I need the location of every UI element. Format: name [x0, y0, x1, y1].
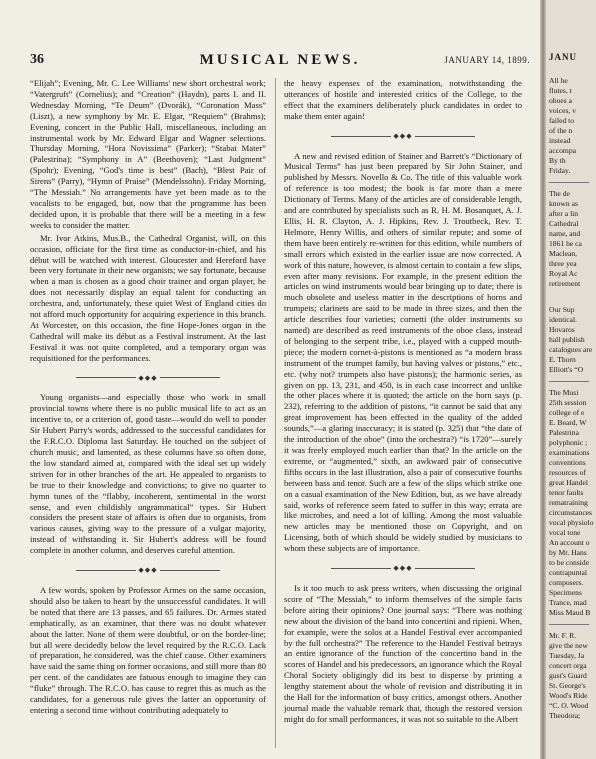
adjacent-page-fragment — [546, 0, 596, 759]
fragment-line: Royal Ac — [549, 269, 578, 278]
fragment-line: Trance, mad — [549, 598, 587, 607]
fragment-line: after a lin — [549, 209, 579, 218]
fragment-line: gust's Guard — [549, 671, 587, 680]
fragment-line: voices, v — [549, 106, 576, 115]
fragment-line: 25th session — [549, 398, 587, 407]
section-divider: ◆◆◆ — [284, 563, 522, 574]
fragment-line: tenor faults — [549, 488, 584, 497]
page-number: 36 — [30, 52, 44, 67]
fragment-line: great Handel — [549, 478, 589, 487]
fragment-line: Mr. F. R. — [549, 631, 577, 640]
fragment-line: St. George's — [549, 681, 586, 690]
fragment-line: The Musi — [549, 388, 579, 397]
issue-date: JANUARY 14, 1899. — [444, 55, 530, 65]
fragment-line: Miss Maud B — [549, 608, 591, 617]
fragment-line: Maclean, — [549, 249, 578, 258]
fragment-line: 1861 he ca — [549, 239, 582, 248]
fragment-line: vocal physiolo — [549, 518, 594, 527]
fragment-line: Palestrina — [549, 428, 579, 437]
fragment-block — [546, 76, 596, 176]
fragment-line: An account o — [549, 538, 590, 547]
article-paragraph: A few words, spoken by Professor Armes on the same occasion, should also be taken to heart by the unsuccessful candidates. It will be noted that there are 13 passes, and 65 failures. Dr. Armes stated emphatically, as an examiner, that there was no doubt whatever about the latter. None of them were doubtful, or on the border-line; but all were decidedly below the level required by the R.C.O. Lack of preparation, he considered, was the chief cause. Other examiners have said the same thing on former occasions, and still more than 80 per cent. of the candidates are fatuous enough to imagine they can “fluke” through. The R.C.O. has cause to regret this as much as the candidates, for a generous rule gives the latter an opportunity of entering a second time without contributing adequately to — [30, 584, 266, 715]
fragment-line: All he — [549, 76, 568, 85]
article-paragraph: A new and revised edition of Stainer and Barrett's “Dictionary of Musical Terms” has just been prepared by Sir John Stainer, and published by Messrs. Novello & Co. The title of this valuable work of reference is too modest; the book is far more than a mere Dictionary of Terms. Many of the articles are of considerable length, and are contributed by specialists such as R. H. M. Bosanquet, A. J. Ellis, H. R. Clayton, A. J. Hipkins, Rev. J. Troutbeck, Rev. T. Helmore, Henry Willis, and others of similar repute; and some of them have been entirely re-written for this edition, while numbers of small errors which existed in the earlier issue are now corrected. A work of this nature, however, is almost certain to contain a few slips, even after many revisions. For example, in the present edition the articles on wind instruments would bear bringing up to date; there is much obsolete and useless matter in the descriptions of horns and trumpets; clarinets are said to be made in three sizes, and then the article describes four varieties; cornetti (the older instruments so named) are described as reed instruments of the oboe class, instead of belonging to the serpent tribe, i.e., played with a cupped mouth-piece; the modern cornet-à-pistons is mentioned as “a modern brass instrument of the trumpet family, but having valves or pistons,” etc., etc. (why not? trumpets also have pistons); the harmonic series, as given on pp. 13, 231, and 450, is in each case incorrect and unlike the other places where it is quoted; the article on the horn says (p. 232), referring to the addition of pistons, “it cannot be said that any great improvement has been effected in the quality of the added sounds,”—a glaring inaccuracy; it is stated (p. 325) that “the date of the introduction of the oboe” (into the orchestra?) “is 1720”—surely it was freely employed much earlier than that? In the article on the extreme, or “augmented,” sixth, an awkward pair of consecutive fifths occurs in the last illustration, also a pair of consecutive fourths between bass and tenor. Such are a few of the slips which strike one on a casual examination of the New Edition, but, as we have already said, works of reference seem fated to suffer in this way; errata are like microbes, and need a lot of killing. Among the most valuable new articles may be mentioned those on Copyright, and on Licensing, both of which should be widely studied by musicians to whom these subjects are of importance. — [284, 150, 522, 554]
fragment-line: Friday. — [549, 166, 571, 175]
fragment-line: accompa — [549, 146, 576, 155]
fragment-line: Theodora; — [549, 711, 581, 720]
article-paragraph: Is it too much to ask press writers, when discussing the original score of “The Messiah,” to inform themselves of the simple facts before airing their opinions? One journal says: “There was nothing new about the division of the band into concertini and ripieni. When, for example, were the solos at a Handel Festival ever accompanied by the full orchestra?” The reference to the Handel Festival betrays an entire ignorance of the function of the concertino band in the scores of Handel and his predecessors, an ignorance which the Royal Choral Society obligingly did its best to disperse by printing a lengthy statement about the whole of revision and distributing it in the Hall for the information of busy critics, amongst others. Another journal made the valuable remark that, though the restored version might do for small performances, it was not so suitable to the Albert — [284, 582, 522, 724]
fragment-line: by Mr. Hans — [549, 548, 587, 557]
fragment-line: flutes, t — [549, 86, 572, 95]
fragment-line: three yea — [549, 259, 577, 268]
article-paragraph: Young organists—and especially those who work in small provincial towns where there is no public musical life to act as an incentive to, or a criterion of, good taste—would do well to ponder Sir Hubert Parry's words, addressed to the successful candidates for the F.R.C.O. Diploma last Saturday. He touched on the subject of church music, and lamented, as these columns have so often done, the low standard aimed at, compared with the ideal set up widely striven for in other branches of the art. He appealed to organists to be true to their knowledge and convictions; to give no quarter to hymn tunes of the “flabby, incoherent, sentimental in the worst sense, and even childishly ungrammatical” types. Sir Hubert considers the present state of affairs is often due to organists, from various causes, giving way to the pressure of a vulgar majority, instead of withstanding it. Sir Hubert's address will be found complete in another column, and deserves careful attention. — [30, 392, 266, 556]
fragment-line: hall publish — [549, 335, 585, 344]
fragment-line: of the n — [549, 126, 573, 135]
fragment-line: Cathedral — [549, 219, 579, 228]
section-divider: ◆◆◆ — [284, 131, 522, 142]
article-paragraph: the heavy expenses of the examination, notwithstanding the utterances of hostile and interested critics of the College, to the effect that the examiners deliberately pluck candidates in order to make them enter again! — [284, 78, 522, 121]
fragment-line: conventions — [549, 458, 586, 467]
fragment-block — [546, 305, 596, 375]
fragment-line: polyphonic ; — [549, 438, 588, 447]
fragment-line: The de — [549, 189, 570, 198]
fragment-block — [546, 388, 596, 618]
fragment-line: give the new — [549, 641, 588, 650]
fragment-line: Wood's Ride — [549, 691, 588, 700]
right-column — [284, 78, 522, 748]
section-divider: ◆◆◆ — [30, 565, 266, 576]
fragment-block — [546, 631, 596, 721]
article-paragraph: “Elijah”; Evening, Mr. C. Lee Williams' new short orchestral work; “Vatergruft” (Cornelius); and “Creation” (Haydn), parts I. and II. Wednesday Morning, “Te Deum” (Dvorák), “Coronation Mass” (Liszt), a new symphony by Mr. E. Elgar, “Requiem” (Brahms); Evening, concert in the Public Hall, miscellaneous, including an instrumental work by Mr. Edward Elgar and Wagner selections. Thursday Morning, “Hora Novissima” (Parker); “Stabat Mater” (Palestrina); “Symphony in A” (Beethoven); “Last Judgment” (Spohr); Evening, “God's time is best” (Bach), “Blest Pair of Sirens” (Parry), “Hymn of Praise” (Mendelssohn). Friday Morning, “The Messiah.” No arrangements have yet been made as to the vocalists to be engaged, but, now that the programme has been decided upon, it is probable that there will be a meeting in a few weeks to consider the matter. — [30, 78, 266, 230]
fragment-line: rematraining — [549, 498, 588, 507]
fragment-line: Tuesday, Ja — [549, 651, 585, 660]
fragment-line: concert orga — [549, 661, 587, 670]
fragment-line: composers. — [549, 578, 584, 587]
fragment-line: failed to — [549, 116, 575, 125]
fragment-line: contrapuntal — [549, 568, 587, 577]
fragment-line: known as — [549, 199, 578, 208]
fragment-line: identical. — [549, 315, 578, 324]
fragment-line: By th — [549, 156, 566, 165]
column-rule — [275, 78, 276, 748]
page-header — [30, 52, 530, 72]
fragment-line: circumstances — [549, 508, 593, 517]
section-divider: ◆◆◆ — [30, 373, 266, 384]
fragment-line: Elliott's “O — [549, 365, 584, 374]
left-column — [30, 78, 266, 748]
fragment-line: vocal tone — [549, 528, 581, 537]
adjacent-page-header: JANU — [549, 52, 577, 62]
fragment-line: E. Beard, W — [549, 418, 587, 427]
fragment-line: resources of — [549, 468, 586, 477]
fragment-line: examinations — [549, 448, 590, 457]
fragment-line: E. Thorn — [549, 355, 576, 364]
fragment-line: instead — [549, 136, 571, 145]
fragment-line: retirement — [549, 279, 581, 288]
fragment-line: name, and — [549, 229, 581, 238]
fragment-line: Our Sup — [549, 305, 575, 314]
fragment-line: “C. O. Wood — [549, 701, 589, 710]
fragment-line: Specimens — [549, 588, 582, 597]
fragment-line: college of e — [549, 408, 585, 417]
fragment-line: Hovaros — [549, 325, 575, 334]
fragment-block — [546, 189, 596, 289]
article-paragraph: Mr. Ivor Atkins, Mus.B., the Cathedral Organist, will, on this occasion, officiate for the first time as conductor-in-chief, and his début will be watched with interest. Gloucester and Hereford have been very fortunate in their new organists; we say fortunate, because when a man is chosen as a good choir trainer and organ player, he does not necessarily display an equal talent for conducting an orchestra, and, unfortunately, these quiet West of England cities do not afford much opportunity for acquiring experience in this branch. At Worcester, on this occasion, the fine Hope-Jones organ in the Cathedral will make its début as a Festival instrument. At the last Festival it was not quite completed, and a temporary organ was requisitioned for the performances. — [30, 232, 266, 363]
masthead-title: MUSICAL NEWS. — [199, 52, 361, 68]
fragment-line: catalogues are — [549, 345, 593, 354]
fragment-line: to be conside — [549, 558, 590, 567]
fragment-line: oboes a — [549, 96, 572, 105]
